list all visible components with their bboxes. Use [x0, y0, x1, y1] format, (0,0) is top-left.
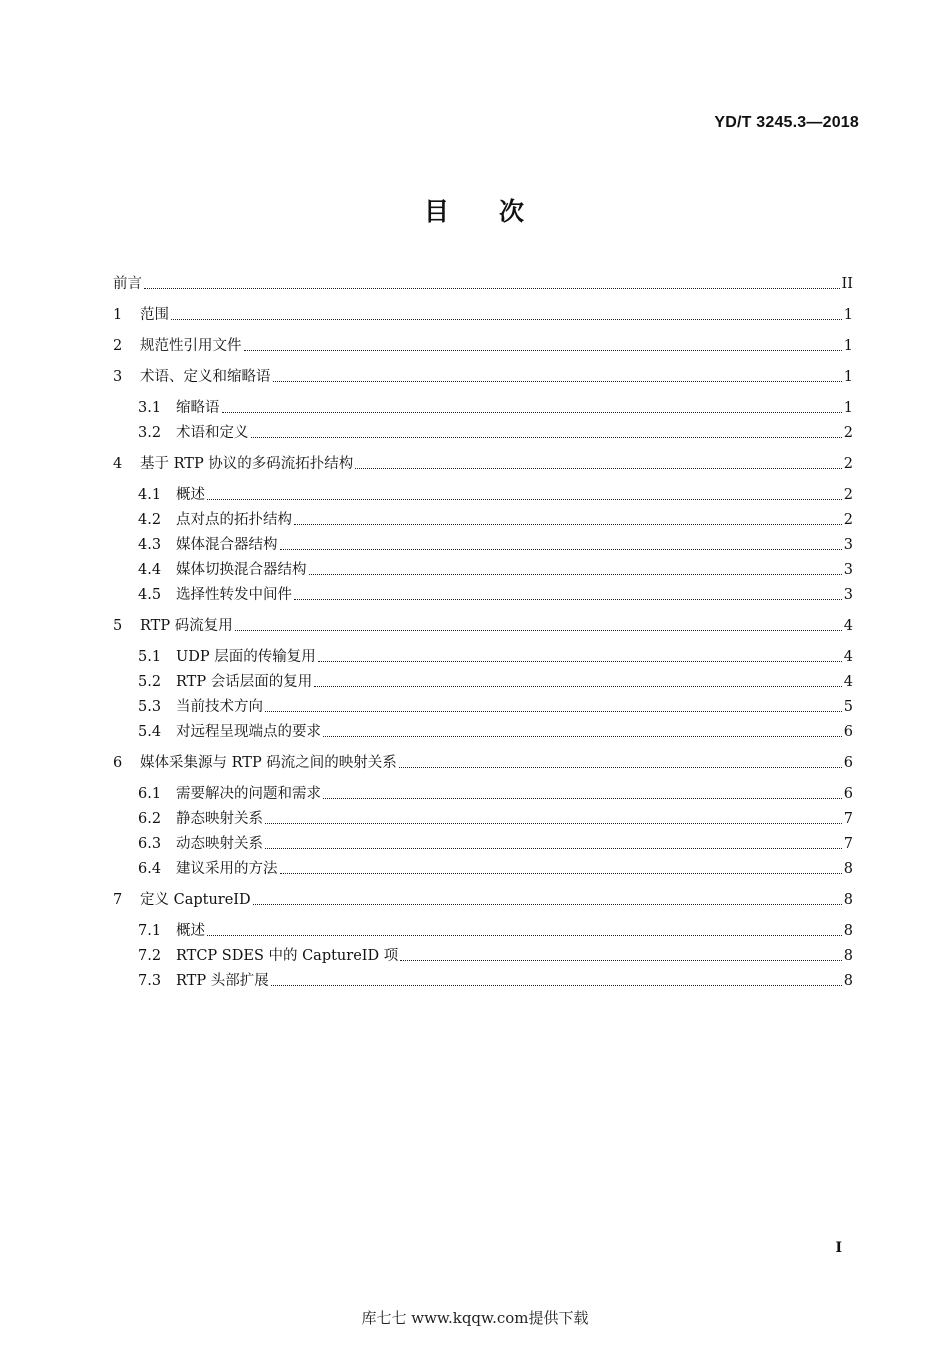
toc-entry-page: 5 — [843, 699, 853, 715]
toc-entry-page: 6 — [843, 786, 853, 802]
toc-entry-label: 需要解决的问题和需求 — [176, 786, 321, 802]
toc-dot-leader — [207, 935, 842, 936]
toc-entry-page: 8 — [843, 892, 853, 908]
toc-dot-leader — [253, 904, 842, 905]
toc-dot-leader — [280, 549, 842, 550]
toc-entry-page: 3 — [843, 587, 853, 603]
toc-entry-label: 规范性引用文件 — [140, 338, 242, 354]
toc-entry-number: 6.3 — [138, 836, 162, 852]
toc-entry[interactable] — [113, 751, 853, 775]
toc-title — [0, 192, 950, 228]
toc-entry-number: 4.4 — [138, 562, 162, 578]
toc-entry-number: 6 — [113, 755, 123, 771]
toc-entry-number: 6.1 — [138, 786, 162, 802]
toc-entry-label: 前言 — [113, 276, 142, 292]
toc-entry-number: 6.4 — [138, 861, 162, 877]
toc-entry-page: 4 — [843, 618, 853, 634]
toc-dot-leader — [171, 319, 842, 320]
toc-entry[interactable] — [113, 508, 853, 532]
toc-dot-leader — [294, 524, 842, 525]
toc-dot-leader — [323, 798, 842, 799]
toc-entry-label: 范围 — [140, 307, 169, 323]
toc-entry-label: 术语、定义和缩略语 — [140, 369, 271, 385]
toc-entry[interactable] — [113, 272, 853, 296]
toc-entry-page: 4 — [843, 674, 853, 690]
toc-entry-page: 6 — [843, 724, 853, 740]
toc-dot-leader — [273, 381, 842, 382]
toc-entry-label: 当前技术方向 — [176, 699, 263, 715]
toc-entry[interactable] — [113, 533, 853, 557]
toc-dot-leader — [318, 661, 842, 662]
toc-entry[interactable] — [113, 670, 853, 694]
toc-entry[interactable] — [113, 483, 853, 507]
toc-dot-leader — [280, 873, 842, 874]
toc-dot-leader — [222, 412, 842, 413]
toc-entry-label: 静态映射关系 — [176, 811, 263, 827]
toc-entry-label: 概述 — [176, 487, 205, 503]
toc-entry-label: 媒体采集源与 RTP 码流之间的映射关系 — [140, 755, 397, 771]
toc-entry-label: 动态映射关系 — [176, 836, 263, 852]
toc-entry-page: 2 — [843, 425, 853, 441]
toc-entry-number: 1 — [113, 307, 123, 323]
toc-entry-label: 对远程呈现端点的要求 — [176, 724, 321, 740]
toc-title-char-1: 目 — [423, 197, 451, 226]
toc-entry[interactable] — [113, 857, 853, 881]
toc-entry-page: 3 — [843, 537, 853, 553]
toc-entry-number: 2 — [113, 338, 123, 354]
toc-entry[interactable] — [113, 614, 853, 638]
toc-entry-page: 1 — [843, 400, 853, 416]
toc-entry-page: 8 — [843, 973, 853, 989]
toc-entry-number: 5.4 — [138, 724, 162, 740]
toc-entry-label: 定义 CaptureID — [140, 892, 251, 908]
toc-entry[interactable] — [113, 944, 853, 968]
toc-entry-number: 5 — [113, 618, 123, 634]
toc-entry-page: 6 — [843, 755, 853, 771]
toc-entry[interactable] — [113, 558, 853, 582]
toc-entry-page: 2 — [843, 512, 853, 528]
toc-entry-number: 7.2 — [138, 948, 162, 964]
toc-entry-page: 1 — [843, 307, 853, 323]
toc-dot-leader — [251, 437, 842, 438]
toc-entry-page: 7 — [843, 811, 853, 827]
toc-entry-number: 3.2 — [138, 425, 162, 441]
toc-entry[interactable] — [113, 969, 853, 993]
toc-entry[interactable] — [113, 583, 853, 607]
toc-entry[interactable] — [113, 452, 853, 476]
toc-entry-label: 建议采用的方法 — [176, 861, 278, 877]
toc-entry-label: 基于 RTP 协议的多码流拓扑结构 — [140, 456, 354, 472]
toc-entry-number: 5.1 — [138, 649, 162, 665]
toc-entry-page: 2 — [843, 487, 853, 503]
toc-entry-number: 3.1 — [138, 400, 162, 416]
toc-dot-leader — [235, 630, 842, 631]
toc-entry-label: 点对点的拓扑结构 — [176, 512, 292, 528]
toc-entry-page: 1 — [843, 369, 853, 385]
toc-entry[interactable] — [113, 720, 853, 744]
footer-download-note: 库七七 www.kqqw.com提供下载 — [361, 1309, 589, 1327]
toc-entry-number: 7.3 — [138, 973, 162, 989]
toc-entry-label: UDP 层面的传输复用 — [176, 649, 316, 665]
toc-entry-number: 4.3 — [138, 537, 162, 553]
toc-entry-number: 5.3 — [138, 699, 162, 715]
toc-entry-number: 4.1 — [138, 487, 162, 503]
toc-entry-number: 3 — [113, 369, 123, 385]
toc-entry-page: 3 — [843, 562, 853, 578]
toc-entry-number: 7 — [113, 892, 123, 908]
toc-entry[interactable] — [113, 888, 853, 912]
toc-title-char-2: 次 — [499, 197, 527, 226]
toc-entry-number: 5.2 — [138, 674, 162, 690]
toc-entry[interactable] — [113, 303, 853, 327]
toc-dot-leader — [294, 599, 842, 600]
toc-entry-page: 7 — [843, 836, 853, 852]
document-code: YD/T 3245.3—2018 — [714, 114, 859, 131]
toc-entry-label: 选择性转发中间件 — [176, 587, 292, 603]
toc-dot-leader — [244, 350, 842, 351]
toc-dot-leader — [400, 960, 842, 961]
toc-entry[interactable] — [113, 807, 853, 831]
toc-entry[interactable] — [113, 832, 853, 856]
toc-entry-number: 7.1 — [138, 923, 162, 939]
toc-entry-page: 8 — [843, 923, 853, 939]
toc-entry[interactable] — [113, 421, 853, 445]
toc-entry-label: RTP 码流复用 — [140, 618, 233, 634]
toc-entry-page: II — [841, 276, 853, 292]
page-number: I — [835, 1240, 842, 1256]
toc-dot-leader — [265, 823, 842, 824]
toc-dot-leader — [207, 499, 842, 500]
toc-dot-leader — [323, 736, 842, 737]
toc-entry-label: 媒体切换混合器结构 — [176, 562, 307, 578]
toc-entry[interactable] — [113, 919, 853, 943]
toc-entry-number: 6.2 — [138, 811, 162, 827]
toc-entry[interactable] — [113, 334, 853, 358]
toc-dot-leader — [355, 468, 841, 469]
toc-entry-label: RTCP SDES 中的 CaptureID 项 — [176, 948, 399, 964]
toc-entry[interactable] — [113, 365, 853, 389]
toc-entry[interactable] — [113, 782, 853, 806]
toc-entry-page: 1 — [843, 338, 853, 354]
toc-dot-leader — [265, 848, 842, 849]
toc-dot-leader — [271, 985, 842, 986]
toc-entry-page: 4 — [843, 649, 853, 665]
toc-entry-number: 4 — [113, 456, 123, 472]
toc-dot-leader — [265, 711, 842, 712]
toc-entry-label: 概述 — [176, 923, 205, 939]
toc-dot-leader — [314, 686, 842, 687]
toc-entry-page: 2 — [843, 456, 853, 472]
toc-entry-number: 4.5 — [138, 587, 162, 603]
toc-entry-label: 术语和定义 — [176, 425, 249, 441]
toc-dot-leader — [309, 574, 842, 575]
toc-entry[interactable] — [113, 396, 853, 420]
table-of-contents — [113, 272, 853, 993]
toc-entry-page: 8 — [843, 948, 853, 964]
toc-entry-number: 4.2 — [138, 512, 162, 528]
toc-entry[interactable] — [113, 645, 853, 669]
toc-dot-leader — [144, 288, 840, 289]
toc-dot-leader — [399, 767, 842, 768]
toc-entry-label: 媒体混合器结构 — [176, 537, 278, 553]
toc-entry-label: RTP 会话层面的复用 — [176, 674, 313, 690]
toc-entry-label: 缩略语 — [176, 400, 220, 416]
toc-entry-label: RTP 头部扩展 — [176, 973, 269, 989]
toc-entry[interactable] — [113, 695, 853, 719]
toc-entry-page: 8 — [843, 861, 853, 877]
